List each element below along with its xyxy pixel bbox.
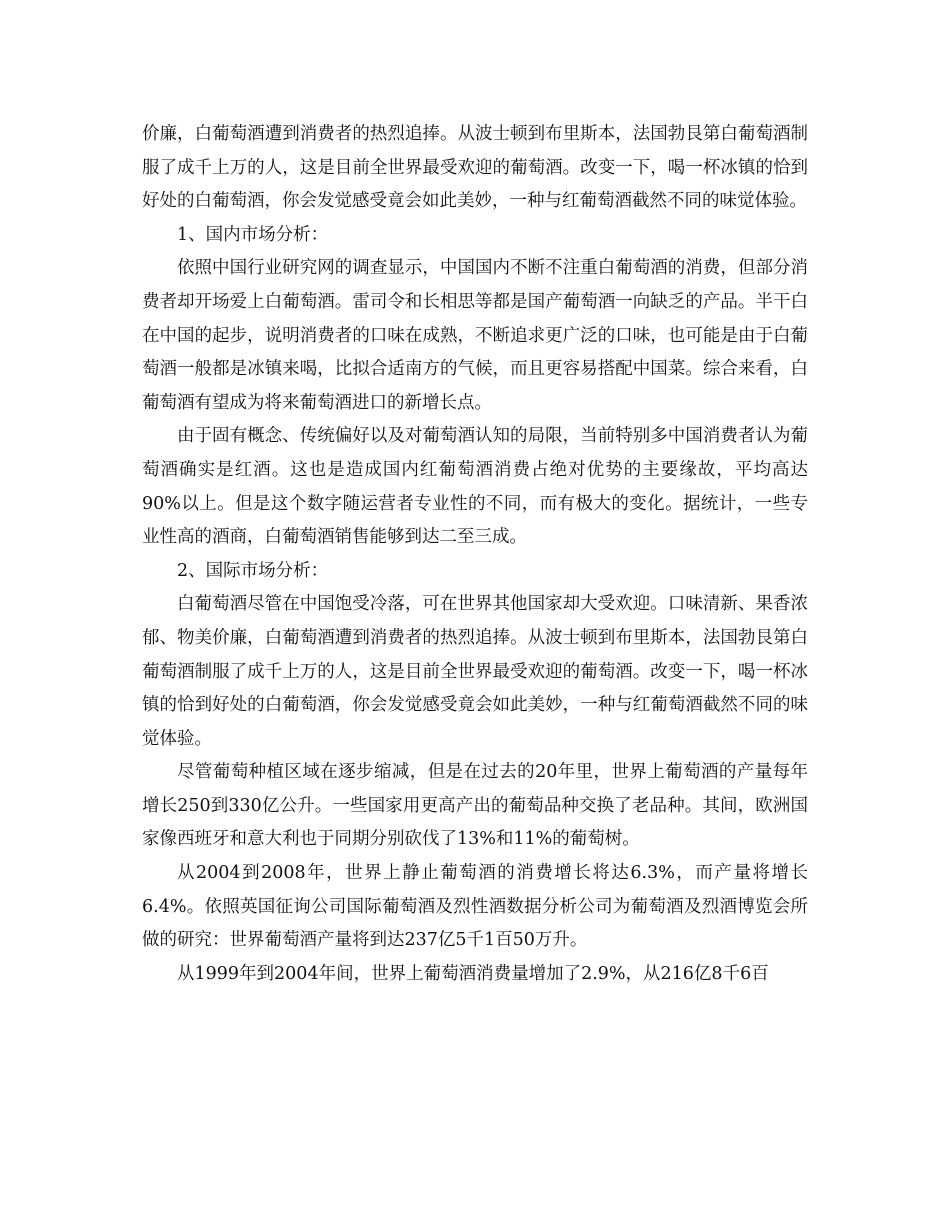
paragraph-international-4: 从1999年到2004年间，世界上葡萄酒消费量增加了2.9%，从216亿8千6百 [177, 963, 769, 984]
paragraph-domestic-1: 依照中国行业研究网的调查显示，中国国内不断不注重白葡萄酒的消费，但部分消费者却开场爱上白葡萄酒。雷司令和长相思等都是国产葡萄酒一向缺乏的产品。半干白在中国的起步，说明消费者的口味在成熟，不断追求更广泛的口味，也可能是由于白葡萄酒一般都是冰镇来喝，比拟合适南方的气候，而且更容易搭配中国菜。综合来看，白葡萄酒有望成为将来葡萄酒进口的新增长点。 [142, 258, 808, 413]
paragraph-continuation: 价廉，白葡萄酒遭到消费者的热烈追捧。从波士顿到布里斯本，法国勃艮第白葡萄酒制服了成千上万的人，这是目前全世界最受欢迎的葡萄酒。改变一下，喝一杯冰镇的恰到好处的白葡萄酒，你会发觉感受竟会如此美妙，一种与红葡萄酒截然不同的味觉体验。 [142, 124, 808, 212]
section-heading-international-market: 2、国际市场分析： [177, 560, 329, 581]
document-body [142, 118, 808, 991]
paragraph-domestic-2: 由于固有概念、传统偏好以及对葡萄酒认知的局限，当前特别多中国消费者认为葡萄酒确实是红酒。这也是造成国内红葡萄酒消费占绝对优势的主要缘故，平均高达90%以上。但是这个数字随运营者专业性的不同，而有极大的变化。据统计，一些专业性高的酒商，白葡萄酒销售能够到达二至三成。 [142, 426, 808, 548]
paragraph-international-2: 尽管葡萄种植区域在逐步缩减，但是在过去的20年里，世界上葡萄酒的产量每年增长250到330亿公升。一些国家用更高产出的葡萄品种交换了老品种。其间，欧洲国家像西班牙和意大利也于同期分别砍伐了13%和11%的葡萄树。 [142, 762, 808, 850]
paragraph-international-3: 从2004到2008年，世界上静止葡萄酒的消费增长将达6.3%，而产量将增长6.4%。依照英国征询公司国际葡萄酒及烈性酒数据分析公司为葡萄酒及烈酒博览会所做的研究：世界葡萄酒产量将到达237亿5千1百50万升。 [142, 863, 808, 951]
section-heading-domestic-market: 1、国内市场分析： [177, 224, 329, 245]
paragraph-international-1: 白葡萄酒尽管在中国饱受冷落，可在世界其他国家却大受欢迎。口味清新、果香浓郁、物美价廉，白葡萄酒遭到消费者的热烈追捧。从波士顿到布里斯本，法国勃艮第白葡萄酒制服了成千上万的人，这是目前全世界最受欢迎的葡萄酒。改变一下，喝一杯冰镇的恰到好处的白葡萄酒，你会发觉感受竟会如此美妙，一种与红葡萄酒截然不同的味觉体验。 [142, 594, 808, 749]
